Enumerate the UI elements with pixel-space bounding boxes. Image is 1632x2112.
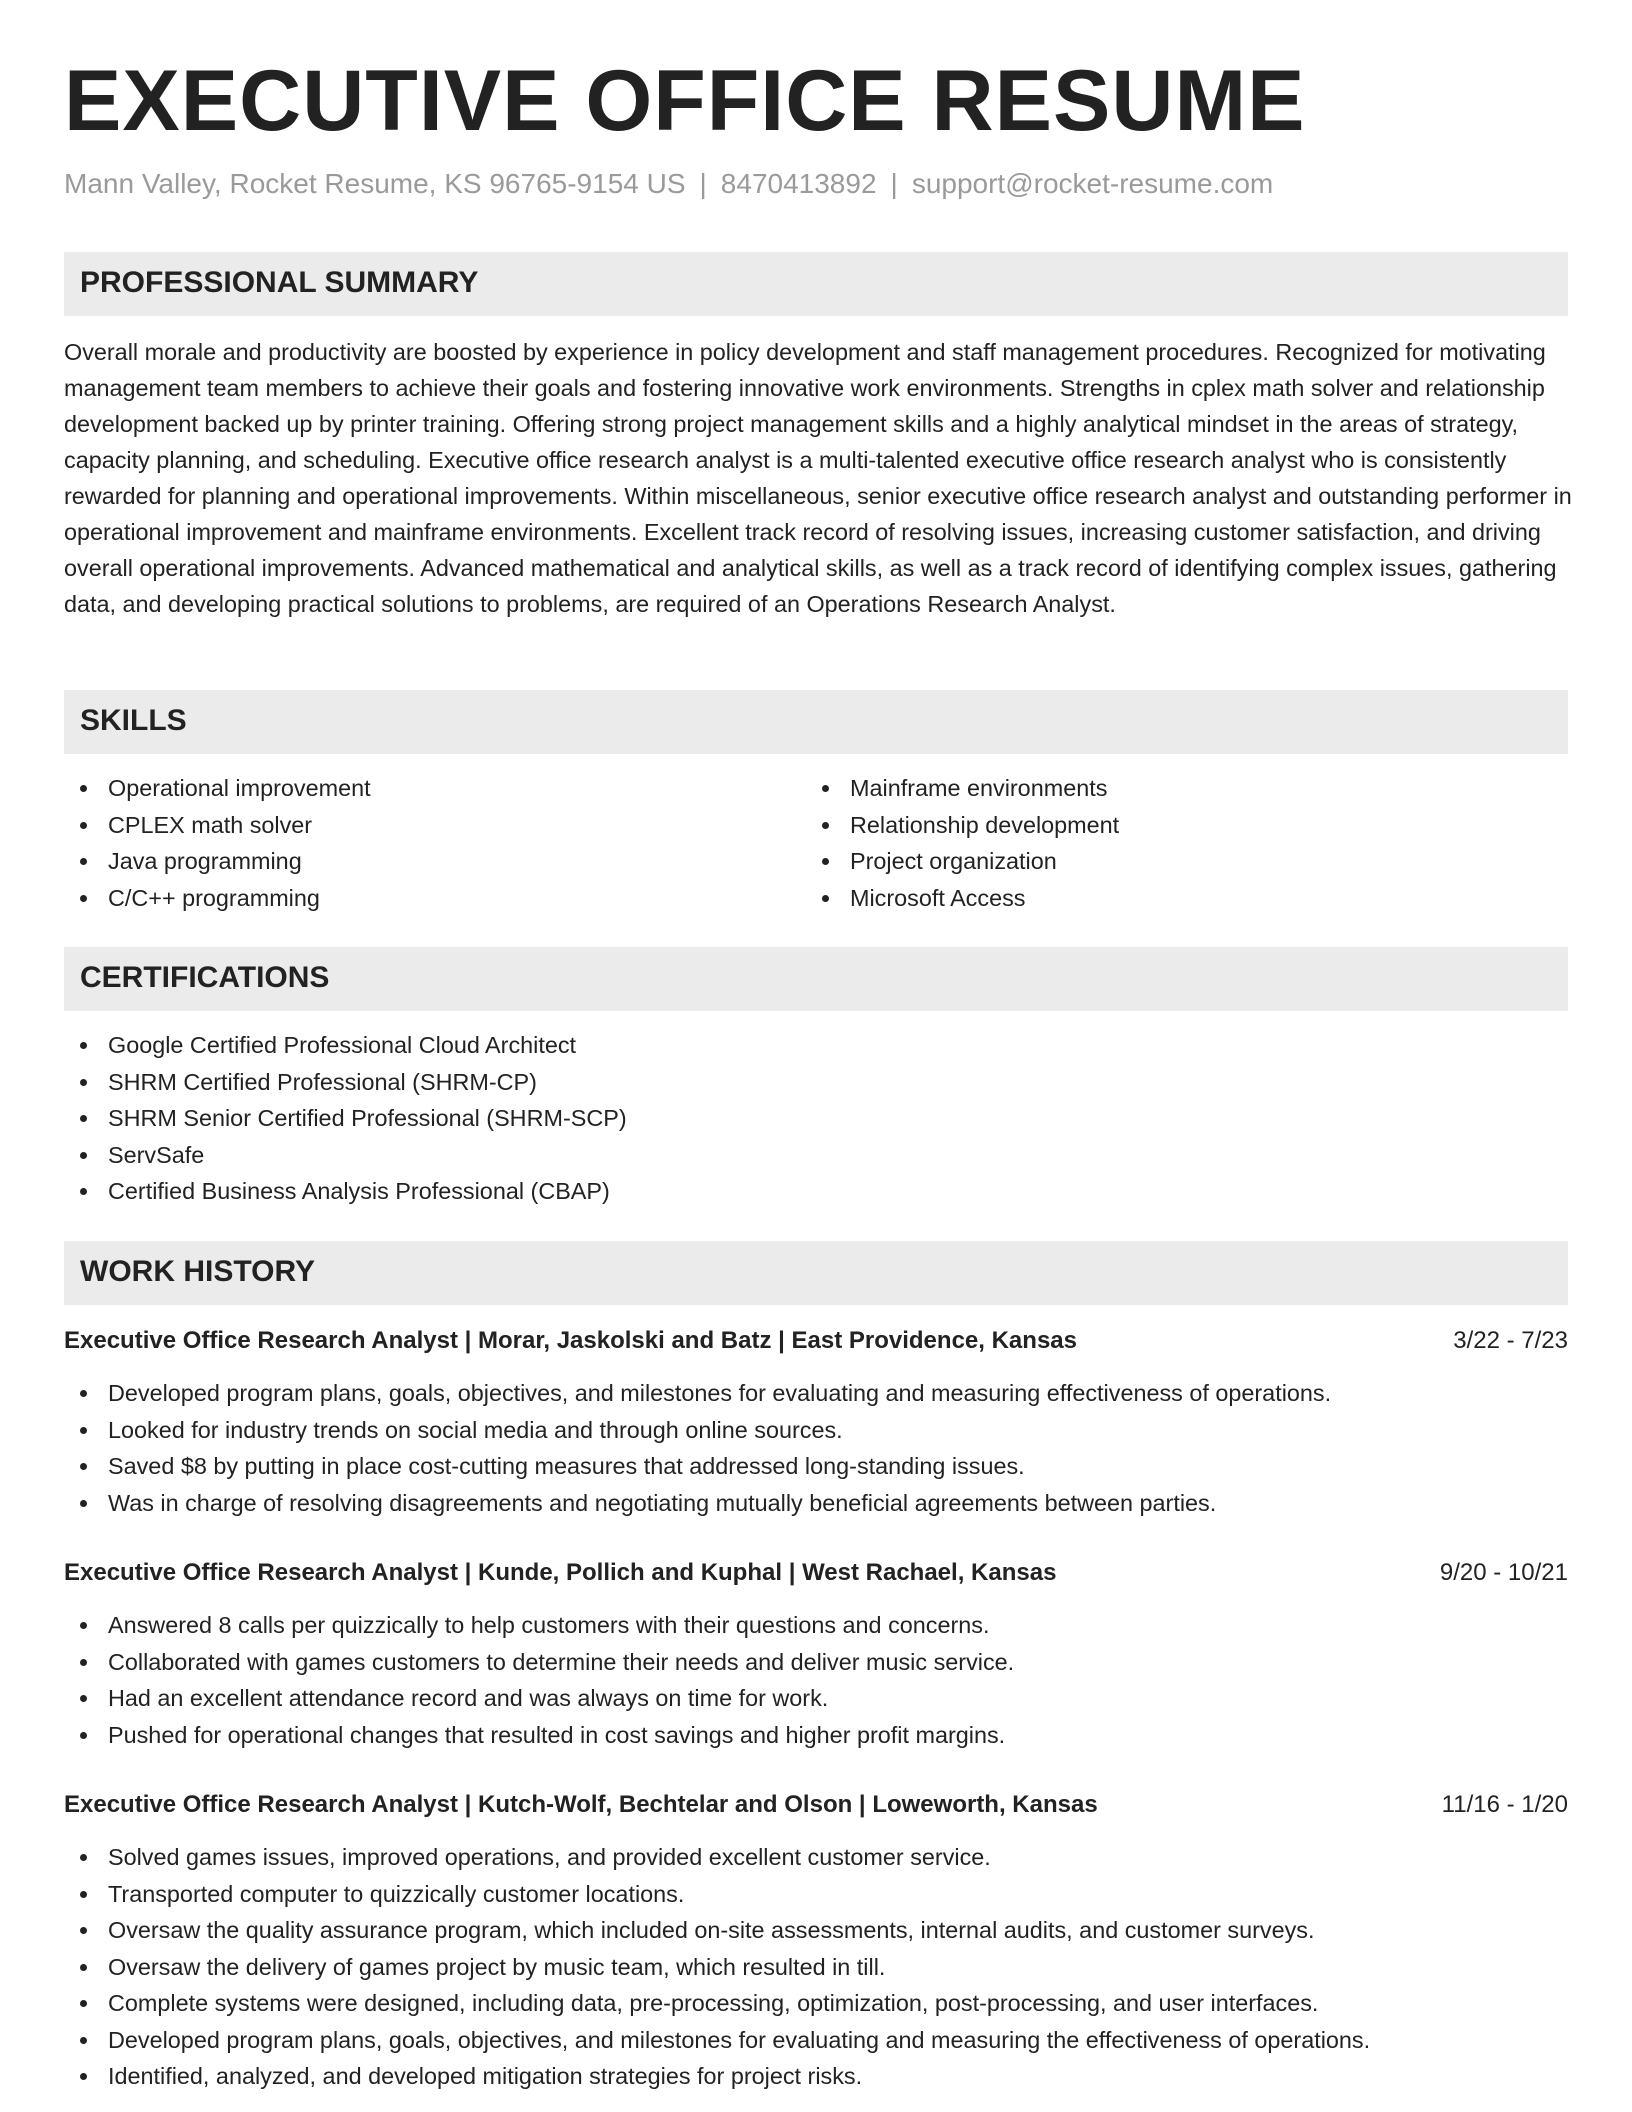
skills-section-header (64, 690, 1568, 754)
job-bullets (64, 1375, 1331, 1521)
job-bullet: Identified, analyzed, and developed mitigation strategies for project risks. (64, 2058, 1370, 2095)
contact-line (64, 168, 1273, 200)
skill-item: Project organization (806, 843, 1119, 880)
job-title-company-location: Executive Office Research Analyst | Kunde, Pollich and Kuphal | West Rachael, Kansas (64, 1559, 1057, 1586)
job-bullet: Saved $8 by putting in place cost-cutting measures that addressed long-standing issues. (64, 1448, 1331, 1485)
summary-section-title: PROFESSIONAL SUMMARY (80, 266, 479, 299)
resume-title: EXECUTIVE OFFICE RESUME (64, 53, 1306, 149)
summary-section-header (64, 252, 1568, 316)
job-bullet: Developed program plans, goals, objectives, and milestones for evaluating and measuring effectiveness of operations. (64, 1375, 1331, 1412)
contact-address: Mann Valley, Rocket Resume, KS 96765-9154 US (64, 168, 686, 199)
certification-item: Google Certified Professional Cloud Architect (64, 1027, 627, 1064)
job-bullet: Answered 8 calls per quizzically to help customers with their questions and concerns. (64, 1607, 1014, 1644)
contact-separator: | (890, 168, 898, 199)
contact-phone: 8470413892 (720, 168, 877, 199)
contact-email: support@rocket-resume.com (911, 168, 1274, 199)
job-bullet: Transported computer to quizzically customer locations. (64, 1876, 1370, 1913)
skill-item: Relationship development (806, 807, 1119, 844)
skill-item: Java programming (64, 843, 371, 880)
skill-item: C/C++ programming (64, 880, 371, 917)
job-bullet: Pushed for operational changes that resulted in cost savings and higher profit margins. (64, 1717, 1014, 1754)
job-title-company-location: Executive Office Research Analyst | Kutch-Wolf, Bechtelar and Olson | Loweworth, Kansas (64, 1791, 1098, 1818)
job-bullet: Collaborated with games customers to determine their needs and deliver music service. (64, 1644, 1014, 1681)
certification-item: SHRM Certified Professional (SHRM-CP) (64, 1064, 627, 1101)
job-title-company-location: Executive Office Research Analyst | Morar, Jaskolski and Batz | East Providence, Kansas (64, 1327, 1077, 1354)
job-bullet: Complete systems were designed, including data, pre-processing, optimization, post-processing, and user interfaces. (64, 1985, 1370, 2022)
certification-item: Certified Business Analysis Professional (CBAP) (64, 1173, 627, 1210)
job-bullet: Solved games issues, improved operations, and provided excellent customer service. (64, 1839, 1370, 1876)
certification-item: ServSafe (64, 1137, 627, 1174)
job-dates: 9/20 - 10/21 (1439, 1559, 1568, 1586)
contact-separator: | (699, 168, 707, 199)
skills-list-right (806, 770, 1119, 916)
certification-item: SHRM Senior Certified Professional (SHRM-SCP) (64, 1100, 627, 1137)
skills-section-title: SKILLS (80, 704, 187, 737)
job-heading (64, 1561, 1568, 1585)
job-dates: 3/22 - 7/23 (1453, 1327, 1568, 1354)
job-bullet: Looked for industry trends on social media and through online sources. (64, 1412, 1331, 1449)
job-dates: 11/16 - 1/20 (1441, 1791, 1568, 1818)
skill-item: Mainframe environments (806, 770, 1119, 807)
job-bullet: Developed program plans, goals, objectives, and milestones for evaluating and measuring the effectiveness of operations. (64, 2022, 1370, 2059)
job-bullet: Was in charge of resolving disagreements and negotiating mutually beneficial agreements between parties. (64, 1485, 1331, 1522)
skill-item: Operational improvement (64, 770, 371, 807)
job-bullet: Had an excellent attendance record and was always on time for work. (64, 1680, 1014, 1717)
job-bullets (64, 1607, 1014, 1753)
job-bullets (64, 1839, 1370, 2095)
certifications-list (64, 1027, 627, 1210)
certifications-section-header (64, 947, 1568, 1011)
skill-item: CPLEX math solver (64, 807, 371, 844)
job-heading (64, 1793, 1568, 1817)
job-bullet: Oversaw the delivery of games project by music team, which resulted in till. (64, 1949, 1370, 1986)
certifications-section-title: CERTIFICATIONS (80, 961, 330, 994)
skill-item: Microsoft Access (806, 880, 1119, 917)
work-history-section-header (64, 1241, 1568, 1305)
summary-text: Overall morale and productivity are boosted by experience in policy development and staff management procedures. Recognized for motivating management team members to achieve their goals and fostering innovative work environments. Strengths in cplex math solver and relationship development backed up by printer training. Offering strong project management skills and a highly analytical mindset in the areas of strategy, capacity planning, and scheduling. Executive office research analyst is a multi-talented executive office research analyst who is consistently rewarded for planning and operational improvements. Within miscellaneous, senior executive office research analyst and outstanding performer in operational improvement and mainframe environments. Excellent track record of resolving issues, increasing customer satisfaction, and driving overall operational improvements. Advanced mathematical and analytical skills, as well as a track record of identifying complex issues, gathering data, and developing practical solutions to problems, are required of an Operations Research Analyst. (64, 339, 1572, 617)
job-heading (64, 1329, 1568, 1353)
work-history-section-title: WORK HISTORY (80, 1255, 316, 1288)
skills-list-left (64, 770, 371, 916)
job-bullet: Oversaw the quality assurance program, which included on-site assessments, internal audits, and customer surveys. (64, 1912, 1370, 1949)
